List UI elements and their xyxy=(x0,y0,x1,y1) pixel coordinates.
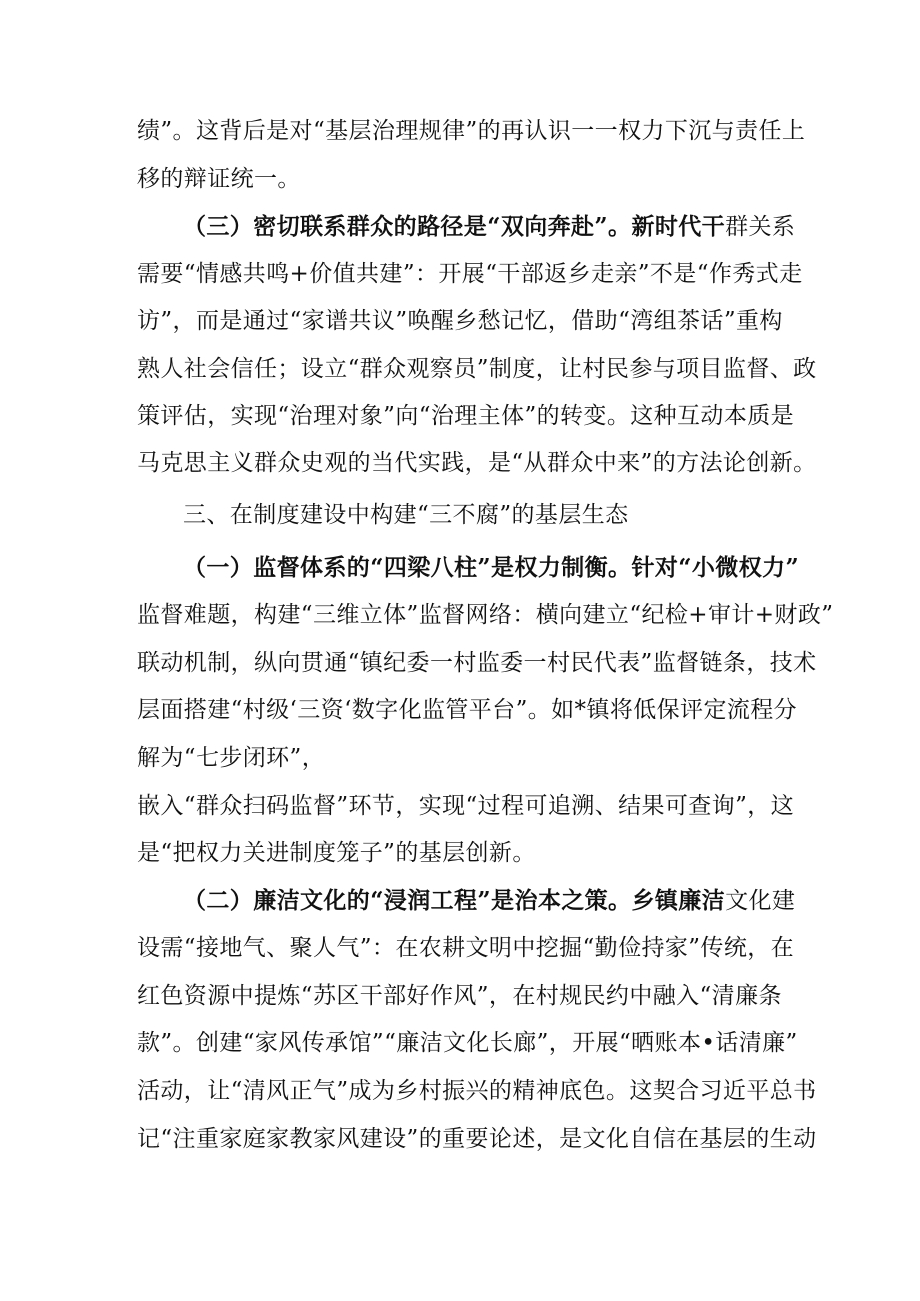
text-run: 绩”。这背后是对“基层治理规律”的再认识一一权力下沉与责任上 xyxy=(137,118,806,144)
body-line xyxy=(137,648,817,678)
text-run: 文化建 xyxy=(725,888,796,914)
body-line xyxy=(137,695,797,725)
bold-text-run: （三）密切联系群众的路径是“双向奔赴”。新时代干 xyxy=(183,213,726,240)
body-line xyxy=(137,164,301,194)
text-run: 需要“情感共鸣+价值共建”：开展“干部返乡走亲”不是“作秀式走 xyxy=(137,261,803,287)
text-run: 移的辩证统一。 xyxy=(137,166,301,192)
text-run: 嵌入“群众扫码监督”环节，实现“过程可追溯、结果可查询”，这 xyxy=(137,793,795,819)
body-line xyxy=(137,306,783,336)
body-line xyxy=(137,448,817,478)
section-heading-line xyxy=(183,886,795,916)
body-line xyxy=(137,981,782,1011)
text-run: 三、在制度建设中构建“三不腐”的基层生态 xyxy=(183,502,629,528)
text-run: 监督难题，构建“三维立体”监督网络：横向建立“纪检+审计+财政” xyxy=(137,602,834,628)
text-run: 群关系 xyxy=(725,214,796,240)
body-line xyxy=(137,401,794,431)
text-run: 解为“七步闭环”， xyxy=(137,745,326,771)
body-line xyxy=(137,791,794,821)
body-line xyxy=(137,259,802,289)
body-line xyxy=(137,743,325,773)
body-line xyxy=(137,933,794,963)
body-line xyxy=(137,116,805,146)
text-run: 设需“接地气、聚人气”：在农耕文明中挖掘“勤俭持家”传统，在 xyxy=(137,935,795,961)
body-line xyxy=(137,838,536,868)
body-line xyxy=(137,1076,817,1106)
text-run: 熟人社会信任；设立“群众观察员”制度，让村民参与项目监督、政 xyxy=(137,356,817,382)
text-run: 访”，而是通过“家谱共议”唤醒乡愁记忆，借助“湾组茶话”重构 xyxy=(137,308,783,334)
text-run: 记“注重家庭家教家风建设”的重要论述，是文化自信在基层的生动 xyxy=(137,1126,817,1152)
text-run: 活动，让“清风正气”成为乡村振兴的精神底色。这契合习近平总书 xyxy=(137,1078,817,1104)
body-line xyxy=(137,354,817,384)
text-run: 策评估，实现“治理对象”向“治理主体”的转变。这种互动本质是 xyxy=(137,403,795,429)
section-heading-line xyxy=(183,212,795,242)
text-run: 是“把权力关进制度笼子”的基层创新。 xyxy=(137,840,536,866)
body-line xyxy=(137,1124,817,1154)
text-run: 款”。创建“家风传承馆”“廉洁文化长廊”，开展“晒账本•话清廉” xyxy=(137,1030,798,1056)
section-heading-line xyxy=(183,553,799,583)
body-line xyxy=(137,1028,798,1058)
chapter-heading xyxy=(183,500,629,530)
bold-text-run: （二）廉洁文化的“浸润工程”是治本之策。乡镇廉洁 xyxy=(183,887,726,914)
text-run: 马克思主义群众史观的当代实践，是“从群众中来”的方法论创新。 xyxy=(137,450,817,476)
text-run: 层面搭建“村级‘三资‘数字化监管平台”。如*镇将低保评定流程分 xyxy=(137,697,798,723)
text-run: 红色资源中提炼“苏区干部好作风”，在村规民约中融入“清廉条 xyxy=(137,983,782,1009)
bold-text-run: （一）监督体系的“四梁八柱”是权力制衡。针对“小微权力” xyxy=(183,554,800,581)
text-run: 联动机制，纵向贯通“镇纪委一村监委一村民代表”监督链条，技术 xyxy=(137,650,817,676)
body-line xyxy=(137,600,833,630)
